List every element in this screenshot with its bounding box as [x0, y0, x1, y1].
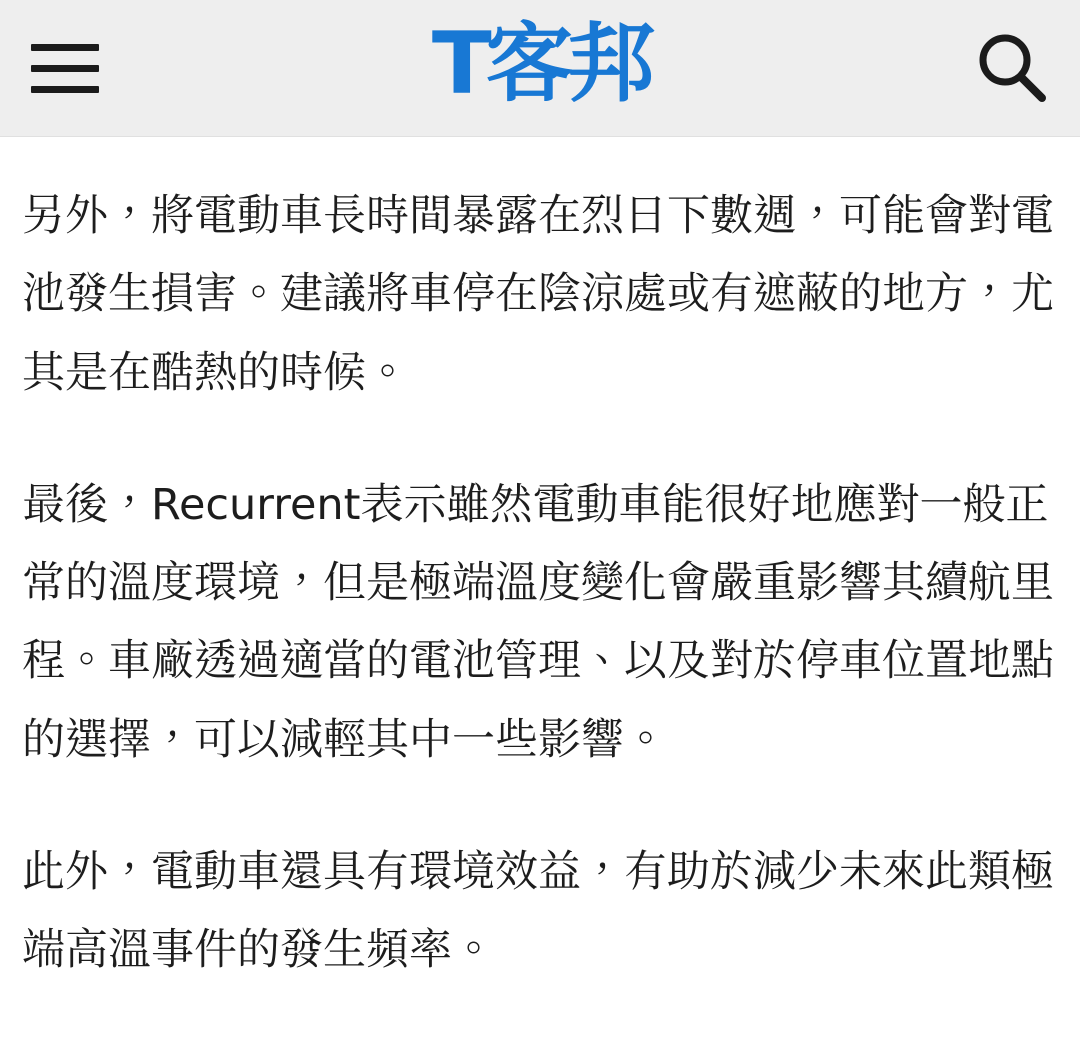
hamburger-menu-icon[interactable] [26, 29, 104, 107]
site-logo-text: T客邦 [431, 14, 649, 114]
hamburger-bar-1 [31, 44, 99, 51]
search-icon[interactable] [968, 25, 1054, 111]
article-paragraph: 另外，將電動車長時間暴露在烈日下數週，可能會對電池發生損害。建議將車停在陰涼處或有遮蔽的地方，尤其是在酷熱的時候。 [22, 191, 1054, 398]
hamburger-bar-3 [31, 86, 99, 93]
article-body [0, 137, 1080, 989]
article-paragraph: 最後，Recurrent表示雖然電動車能很好地應對一般正常的溫度環境，但是極端溫度變化會嚴重影響其續航里程。車廠透過適當的電池管理、以及對於停車位置地點的選擇，可以減輕其中一些影響。 [22, 479, 1054, 765]
site-logo [0, 0, 1080, 136]
site-header [0, 0, 1080, 137]
hamburger-bar-2 [31, 65, 99, 72]
article-paragraph: 此外，電動車還具有環境效益，有助於減少未來此類極端高溫事件的發生頻率。 [22, 846, 1054, 975]
